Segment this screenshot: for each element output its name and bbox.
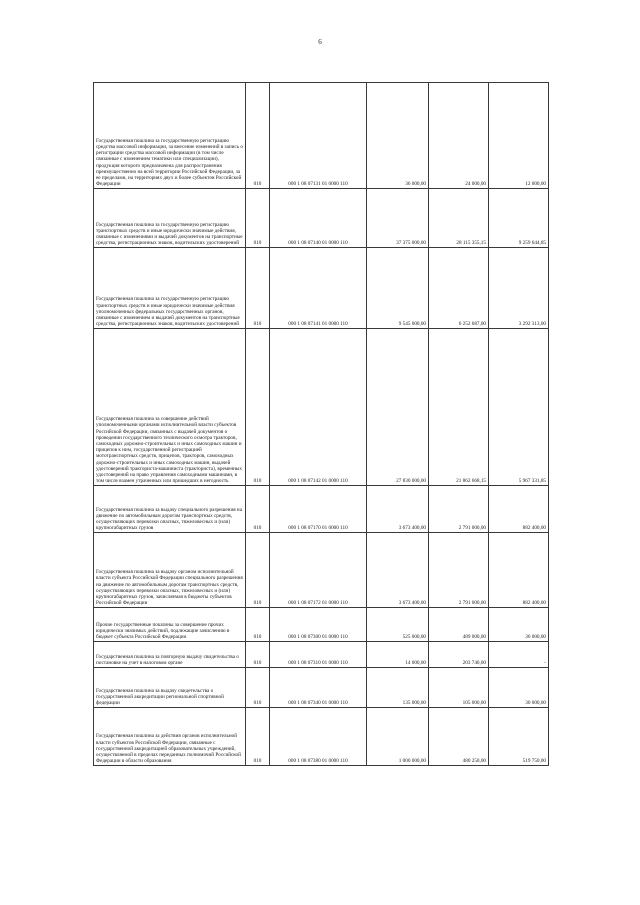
revenue-name: Государственная пошлина за выдачу органом исполнительной власти субъекта Российской Федерации специального разрешения на движение по автомобильным дорогам транспортных средств, осуществляющих перевозки опасных, тяжеловесных и (или) крупногабаритных грузов, зачисляемая в бюджеты субъектов Российской Федерации xyxy=(94,533,246,608)
line-code: 010 xyxy=(246,486,270,533)
executed-amount: 21 862 668,15 xyxy=(429,329,489,486)
approved-amount: 36 000,00 xyxy=(367,83,429,189)
unexecuted-amount: 3 292 313,00 xyxy=(489,248,549,329)
budget-classification-code: 000 1 08 07170 01 0000 110 xyxy=(270,486,367,533)
executed-amount: 28 115 355,15 xyxy=(429,189,489,248)
revenue-name: Государственная пошлина за государственную регистрацию транспортных средств и иные юридически значимые действия уполномоченных федеральных государственных органов, связанные с изменением и выдачей документов на транспортные средства, регистрационных знаков, водительских удостоверений xyxy=(94,248,246,329)
table-row xyxy=(94,642,549,668)
revenue-name: Прочие государственные пошлины за совершение прочих юридически значимых действий, подлежащие зачислению в бюджет субъекта Российской Федерации xyxy=(94,608,246,642)
approved-amount: 135 000,00 xyxy=(367,668,429,708)
unexecuted-amount: - xyxy=(489,642,549,668)
table-row xyxy=(94,486,549,533)
line-code: 010 xyxy=(246,533,270,608)
budget-classification-code: 000 1 08 07141 01 0000 110 xyxy=(270,248,367,329)
unexecuted-amount: 882 400,00 xyxy=(489,486,549,533)
unexecuted-amount: 36 000,00 xyxy=(489,608,549,642)
budget-classification-code: 000 1 08 07380 01 0000 110 xyxy=(270,708,367,766)
line-code: 010 xyxy=(246,329,270,486)
revenue-name: Государственная пошлина за действия органов исполнительной власти субъектов Российской Федерации, связанные с государственной аккредитацией образовательных учреждений, осуществляемой в пределах переданных полномочий Российской Федерации в области образования xyxy=(94,708,246,766)
executed-amount: 480 250,00 xyxy=(429,708,489,766)
unexecuted-amount: 12 000,00 xyxy=(489,83,549,189)
line-code: 010 xyxy=(246,708,270,766)
budget-classification-code: 000 1 08 07172 01 0000 110 xyxy=(270,533,367,608)
budget-classification-code: 000 1 08 07142 01 0000 110 xyxy=(270,329,367,486)
unexecuted-amount: 5 967 331,85 xyxy=(489,329,549,486)
table-row xyxy=(94,708,549,766)
executed-amount: 6 252 687,00 xyxy=(429,248,489,329)
revenue-table xyxy=(93,82,549,766)
budget-classification-code: 000 1 08 07300 01 0000 110 xyxy=(270,608,367,642)
revenue-name: Государственная пошлина за выдачу свидетельства о государственной аккредитации региональной спортивной федерации xyxy=(94,668,246,708)
unexecuted-amount: 882 400,00 xyxy=(489,533,549,608)
approved-amount: 14 000,00 xyxy=(367,642,429,668)
line-code: 010 xyxy=(246,642,270,668)
table-row xyxy=(94,608,549,642)
line-code: 010 xyxy=(246,83,270,189)
unexecuted-amount: 30 000,00 xyxy=(489,668,549,708)
executed-amount: 489 000,00 xyxy=(429,608,489,642)
executed-amount: 2 791 000,00 xyxy=(429,486,489,533)
table-row xyxy=(94,329,549,486)
line-code: 010 xyxy=(246,608,270,642)
unexecuted-amount: 519 750,00 xyxy=(489,708,549,766)
line-code: 010 xyxy=(246,189,270,248)
budget-classification-code: 000 1 08 07140 01 0000 110 xyxy=(270,189,367,248)
approved-amount: 37 375 000,00 xyxy=(367,189,429,248)
revenue-name: Государственная пошлина за государственную регистрацию транспортных средств и иные юридически значимые действия, связанные с изменениями и выдачей документов на транспортные средства, регистрационных знаков, водительских удостоверений xyxy=(94,189,246,248)
table-row xyxy=(94,83,549,189)
revenue-name: Государственная пошлина за выдачу специального разрешения на движение по автомобильным дорогам транспортных средств, осуществляющих перевозки опасных, тяжеловесных и (или) крупногабаритных грузов xyxy=(94,486,246,533)
line-code: 010 xyxy=(246,248,270,329)
approved-amount: 1 000 000,00 xyxy=(367,708,429,766)
page-number: 6 xyxy=(318,38,322,46)
table-row xyxy=(94,533,549,608)
revenue-name: Государственная пошлина за совершение действий уполномоченными органами исполнительной власти субъектов Российской Федерации, связанных с выдачей документов о проведении государственного технического осмотра тракторов, самоходных дорожно-строительных и иных самоходных машин и прицепов к ним, государственной регистрацией мототранспортных средств, прицепов, тракторов, самоходных дорожно-строительных и иных самоходных машин, выдачей удостоверений тракториста-машиниста (тракториста), временных удостоверений на право управления самоходными машинами, в том числе взамен утраченных или пришедших в негодность xyxy=(94,329,246,486)
executed-amount: 203 740,00 xyxy=(429,642,489,668)
budget-classification-code: 000 1 08 07310 01 0000 110 xyxy=(270,642,367,668)
line-code: 010 xyxy=(246,668,270,708)
unexecuted-amount: 9 259 644,85 xyxy=(489,189,549,248)
executed-amount: 2 791 000,00 xyxy=(429,533,489,608)
executed-amount: 105 000,00 xyxy=(429,668,489,708)
approved-amount: 27 830 000,00 xyxy=(367,329,429,486)
approved-amount: 3 673 400,00 xyxy=(367,533,429,608)
table-row xyxy=(94,189,549,248)
table-row xyxy=(94,668,549,708)
approved-amount: 525 000,00 xyxy=(367,608,429,642)
approved-amount: 9 545 000,00 xyxy=(367,248,429,329)
budget-classification-code: 000 1 08 07340 01 0000 110 xyxy=(270,668,367,708)
budget-classification-code: 000 1 08 07131 01 0000 110 xyxy=(270,83,367,189)
revenue-name: Государственная пошлина за государственную регистрацию средства массовой информации, за внесение изменений в запись о регистрации средства массовой информации (в том числе связанные с изменением тематики или специализации), продукция которого предназначена для распространения преимущественно на всей территории Российской Федерации, за ее пределами, на территориях двух и более субъектов Российской Федерации xyxy=(94,83,246,189)
approved-amount: 3 673 400,00 xyxy=(367,486,429,533)
executed-amount: 24 000,00 xyxy=(429,83,489,189)
revenue-name: Государственная пошлина за повторную выдачу свидетельства о постановке на учет в налоговом органе xyxy=(94,642,246,668)
table-row xyxy=(94,248,549,329)
